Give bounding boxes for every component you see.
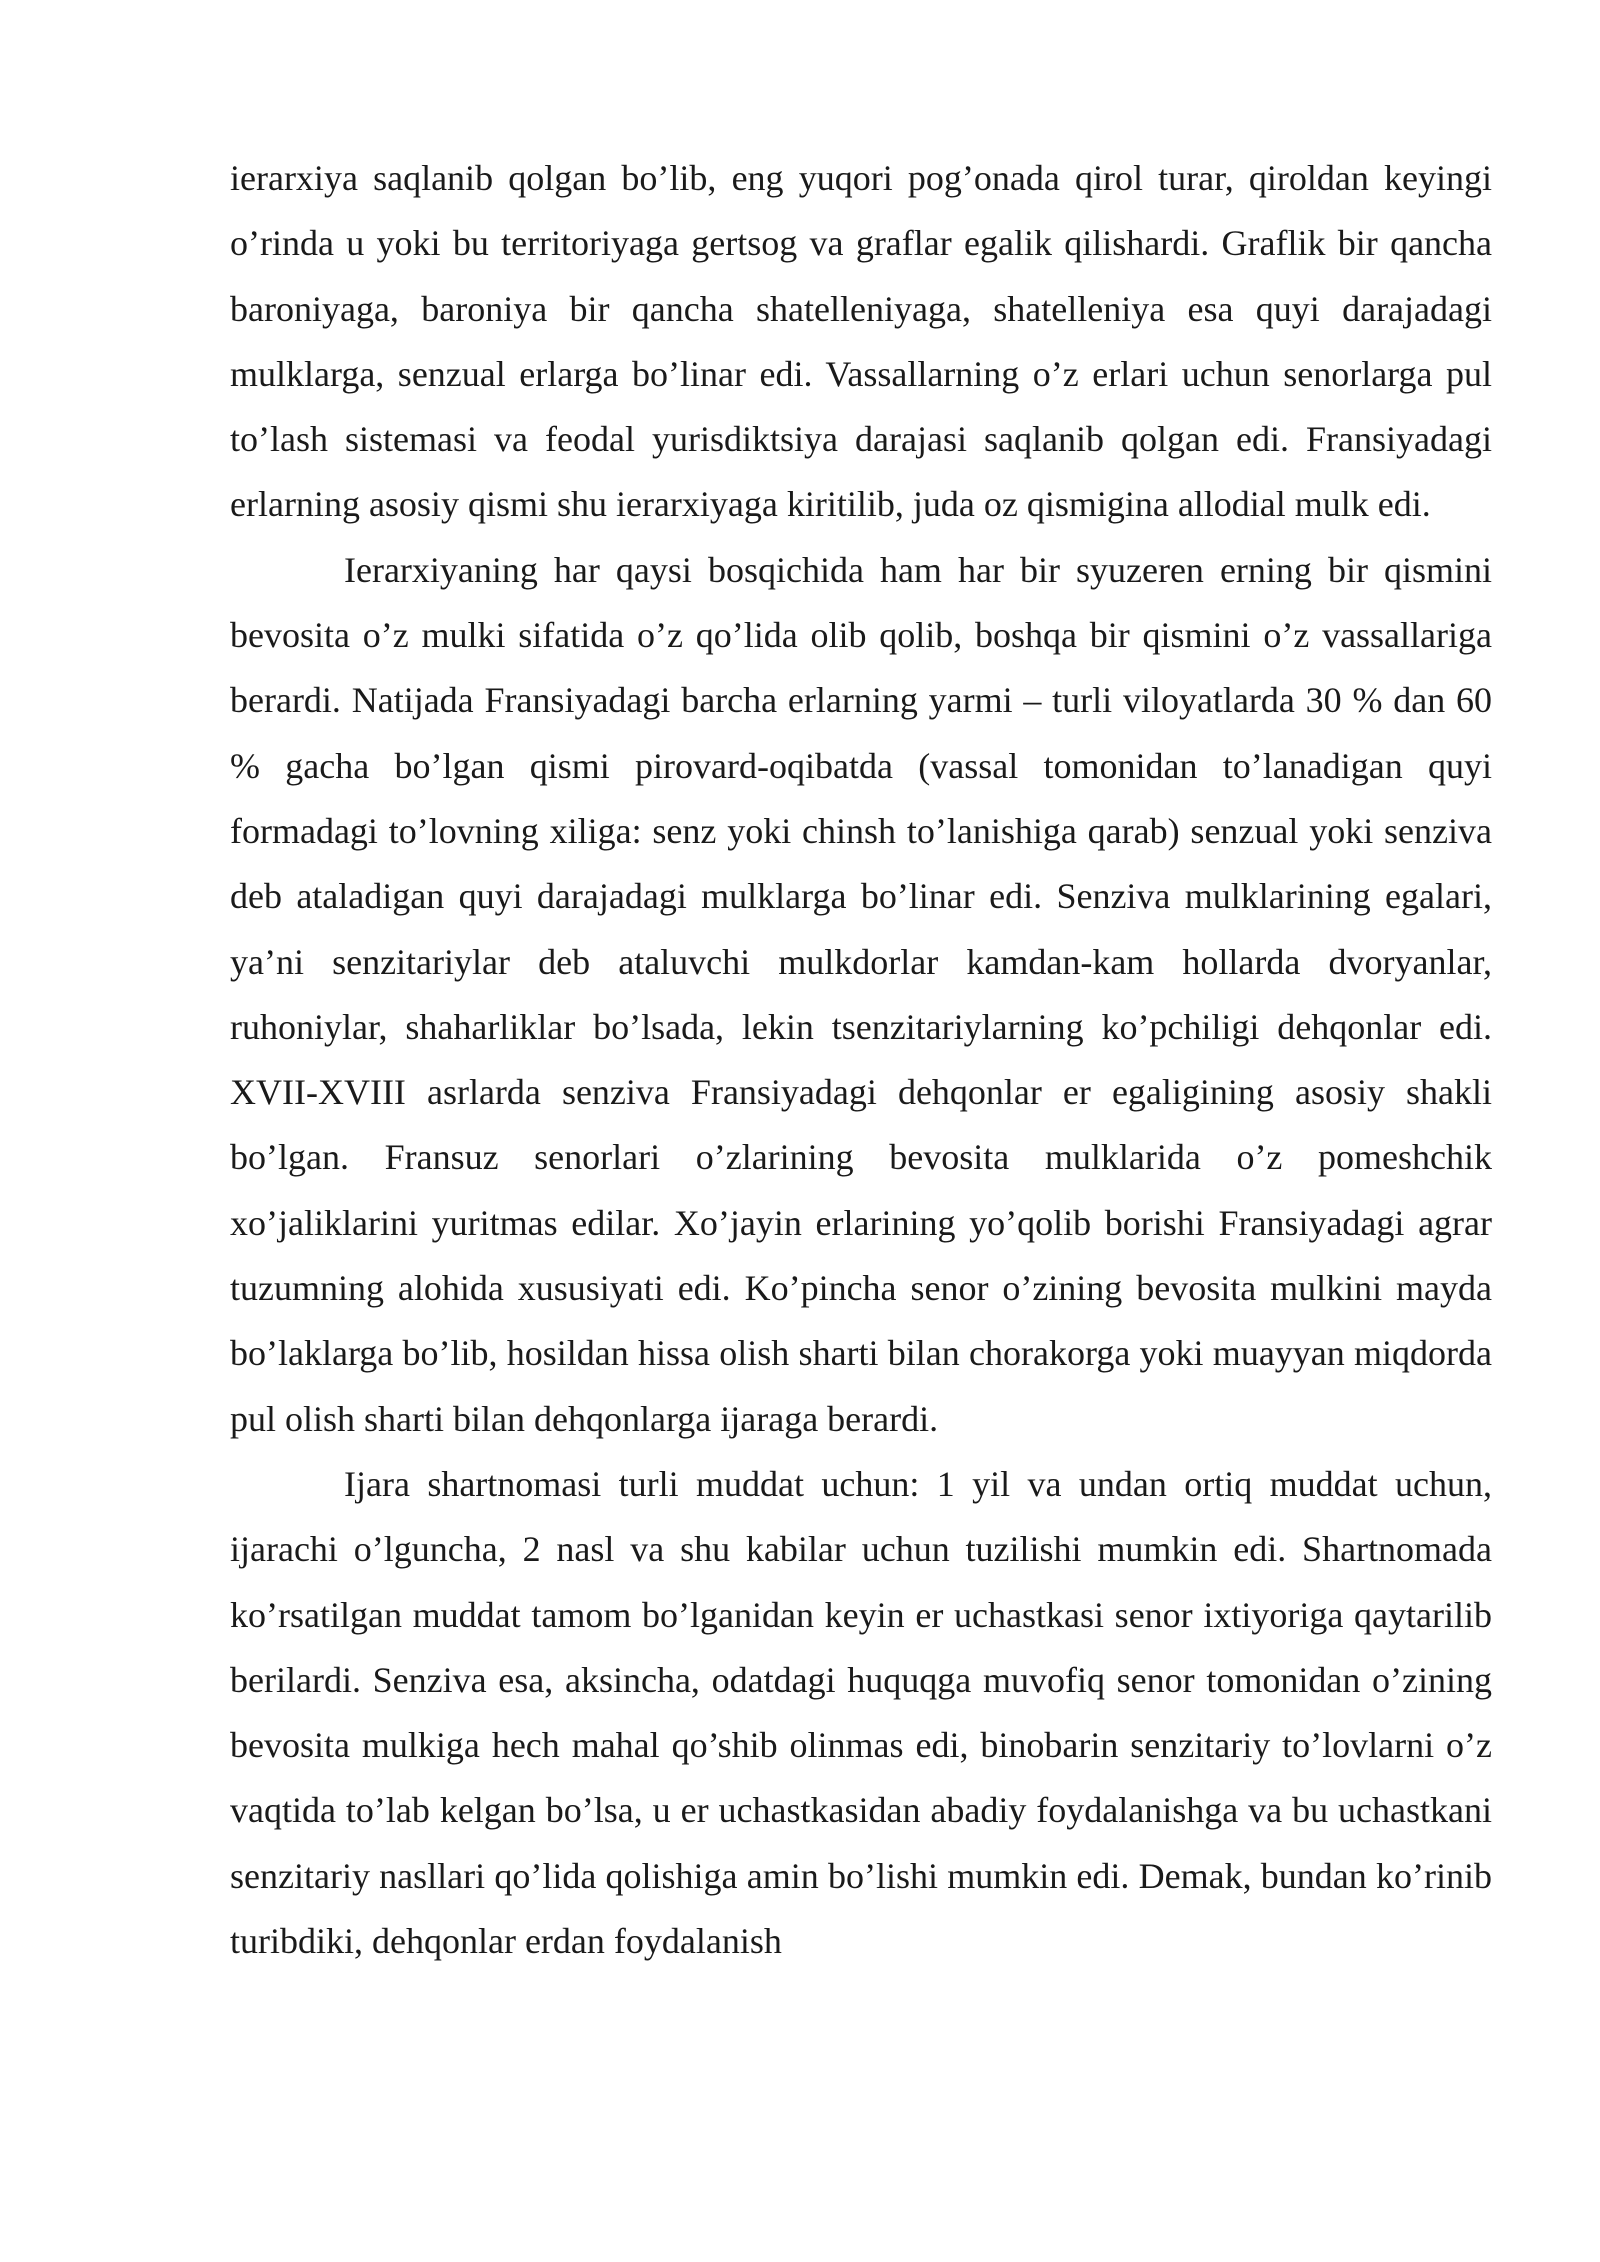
paragraph-2: Ierarxiyaning har qaysi bosqichida ham har bir syuzeren erning bir qismini bevosita o’z mulki sifatida o’z qo’lida olib qolib, boshqa bir qismini o’z vassallariga berardi. Natijada Fransiyadagi barcha erlarning yarmi – turli viloyatlarda 30 % dan 60 % gacha bo’lgan qismi pirovard-oqibatda (vassal tomonidan to’lanadigan quyi formadagi to’lovning xiliga: senz yoki chinsh to’lanishiga qarab) senzual yoki senziva deb ataladigan quyi darajadagi mulklarga bo’linar edi. Senziva mulklarining egalari, ya’ni senzitariylar deb ataluvchi mulkdorlar kamdan-kam hollarda dvoryanlar, ruhoniylar, shaharliklar bo’lsada, lekin tsenzitariylarning ko’pchiligi dehqonlar edi. XVII-XVIII asrlarda senziva Fransiyadagi dehqonlar er egaligining asosiy shakli bo’lgan. Fransuz senorlari o’zlarining bevosita mulklarida o’z pomeshchik xo’jaliklarini yuritmas edilar. Xo’jayin erlarining yo’qolib borishi Fransiyadagi agrar tuzumning alohida xususiyati edi. Ko’pincha senor o’zining bevosita mulkini mayda bo’laklarga bo’lib, hosildan hissa olish sharti bilan chorakorga yoki muayyan miqdorda pul olish sharti bilan dehqonlarga ijaraga berardi. [230, 549, 1492, 1439]
paragraph-3: Ijara shartnomasi turli muddat uchun: 1 yil va undan ortiq muddat uchun, ijarachi o’lguncha, 2 nasl va shu kabilar uchun tuzilishi mumkin edi. Shartnomada ko’rsatilgan muddat tamom bo’lganidan keyin er uchastkasi senor ixtiyoriga qaytarilib berilardi. Senziva esa, aksincha, odatdagi huquqga muvofiq senor tomonidan o’zining bevosita mulkiga hech mahal qo’shib olinmas edi, binobarin senzitariy to’lovlarni o’z vaqtida to’lab kelgan bo’lsa, u er uchastkasidan abadiy foydalanishga va bu uchastkani senzitariy nasllari qo’lida qolishiga amin bo’lishi mumkin edi. Demak, bundan ko’rinib turibdiki, dehqonlar erdan foydalanish [230, 1463, 1492, 1962]
paragraph-1: ierarxiya saqlanib qolgan bo’lib, eng yuqori pog’onada qirol turar, qiroldan keyingi o’rinda u yoki bu territoriyaga gertsog va graflar egalik qilishardi. Graflik bir qancha baroniyaga, baroniya bir qancha shatelleniyaga, shatelleniya esa quyi darajadagi mulklarga, senzual erlarga bo’linar edi. Vassallarning o’z erlari uchun senorlarga pul to’lash sistemasi va feodal yurisdiktsiya darajasi saqlanib qolgan edi. Fransiyadagi erlarning asosiy qismi shu ierarxiyaga kiritilib, juda oz qismigina allodial mulk edi. [230, 158, 1492, 525]
body-text [230, 146, 1492, 1974]
